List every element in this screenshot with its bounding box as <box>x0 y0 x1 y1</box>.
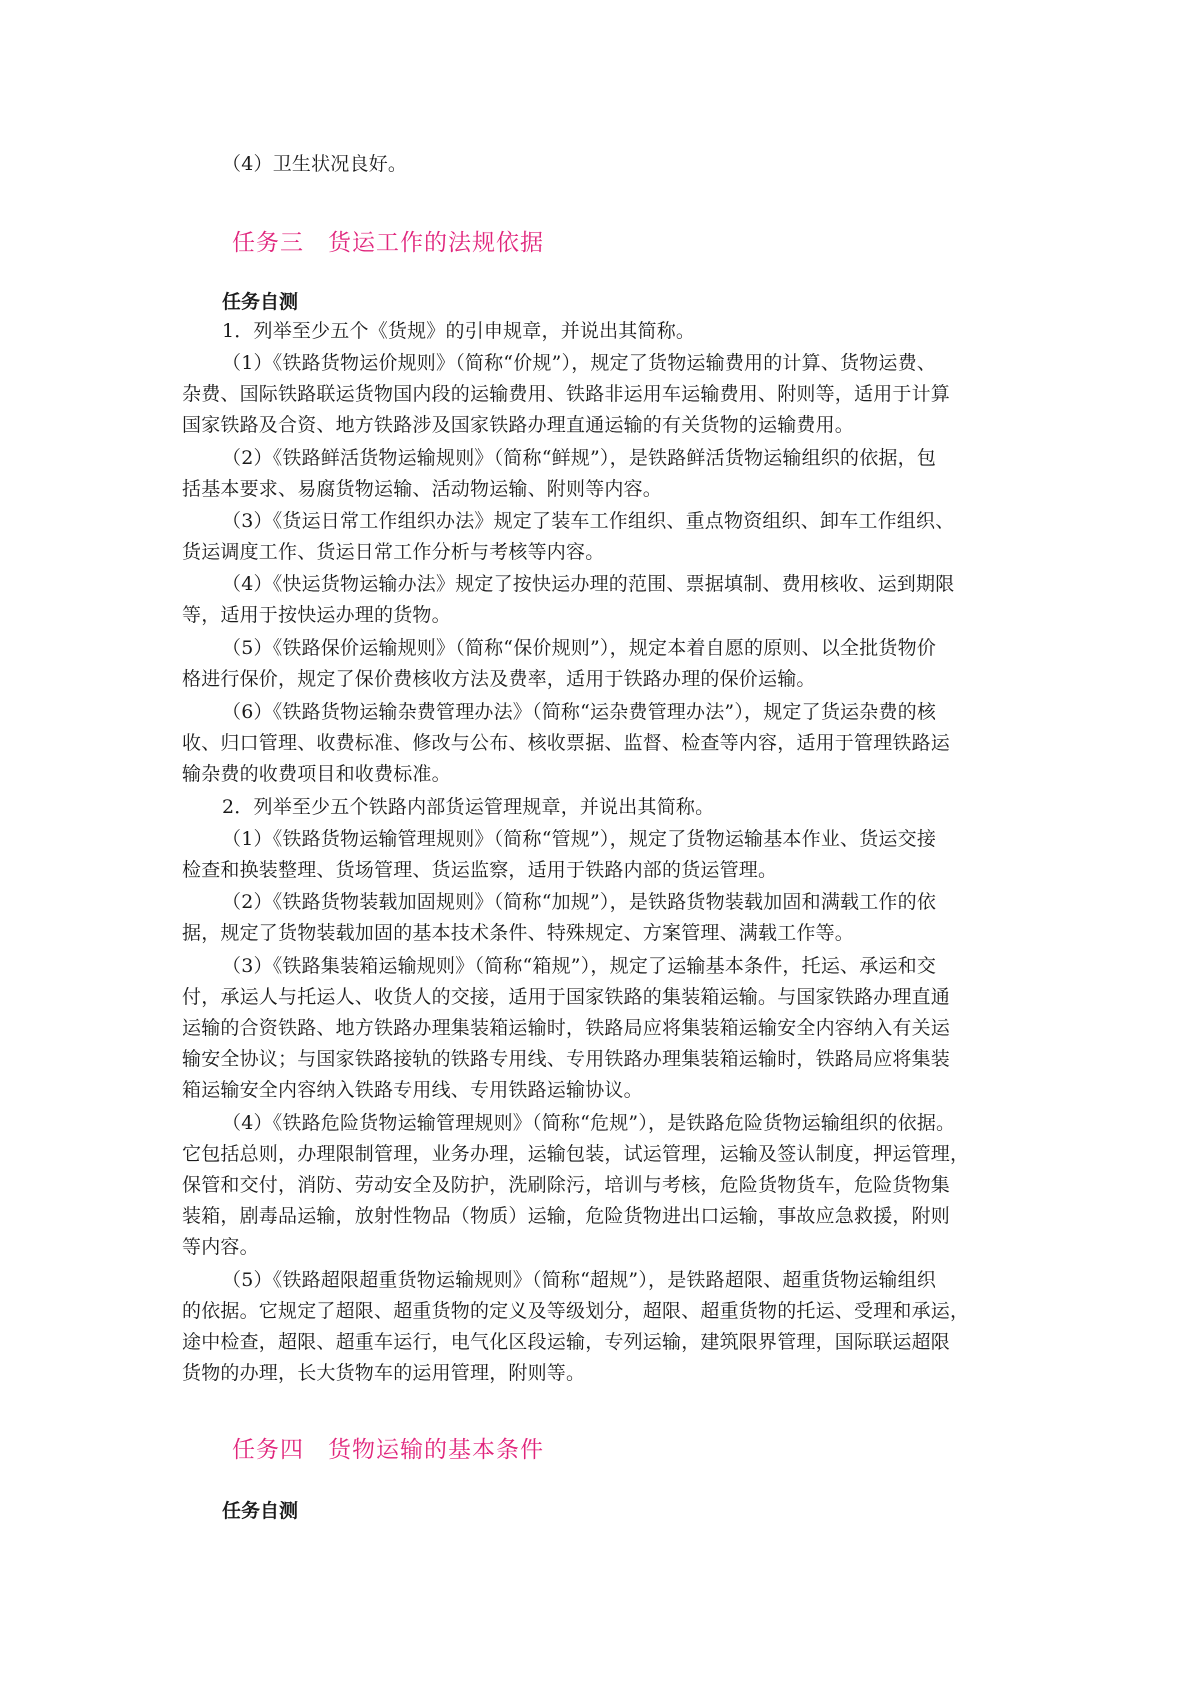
paragraph-line: （2）《铁路鲜活货物运输规则》（简称“鲜规”），是铁路鲜活货物运输组织的依据，包 <box>222 447 937 469</box>
paragraph-line: （2）《铁路货物装载加固规则》（简称“加规”），是铁路货物装载加固和满载工作的依 <box>222 891 937 913</box>
paragraph-line: 格进行保价，规定了保价费核收方法及费率，适用于铁路办理的保价运输。 <box>182 668 816 690</box>
paragraph-line: 括基本要求、易腐货物运输、活动物运输、附则等内容。 <box>182 478 663 500</box>
paragraph-line: （1）《铁路货物运输管理规则》（简称“管规”），规定了货物运输基本作业、货运交接 <box>222 828 937 850</box>
paragraph-line: 据，规定了货物装载加固的基本技术条件、特殊规定、方案管理、满载工作等。 <box>182 922 855 944</box>
paragraph-line: 的依据。它规定了超限、超重货物的定义及等级划分，超限、超重货物的托运、受理和承运， <box>182 1300 970 1322</box>
subheading-self-test: 任务自测 <box>222 291 299 313</box>
paragraph-line: 它包括总则，办理限制管理，业务办理，运输包装，试运管理，运输及签认制度，押运管理， <box>182 1143 970 1165</box>
paragraph-line: （3）《货运日常工作组织办法》规定了装车工作组织、重点物资组织、卸车工作组织、 <box>222 510 955 532</box>
paragraph-line: 途中检查，超限、超重车运行，电气化区段运输，专列运输，建筑限界管理，国际联运超限 <box>182 1331 951 1353</box>
paragraph-line: 运输的合资铁路、地方铁路办理集装箱运输时，铁路局应将集装箱运输安全内容纳入有关运 <box>182 1017 951 1039</box>
subheading-self-test: 任务自测 <box>222 1500 299 1522</box>
paragraph-line: 箱运输安全内容纳入铁路专用线、专用铁路运输协议。 <box>182 1079 643 1101</box>
paragraph-line: 输安全协议；与国家铁路接轨的铁路专用线、专用铁路办理集装箱运输时，铁路局应将集装 <box>182 1048 951 1070</box>
paragraph-line: 收、归口管理、收费标准、修改与公布、核收票据、监督、检查等内容，适用于管理铁路运 <box>182 732 951 754</box>
paragraph-line: （4）《铁路危险货物运输管理规则》（简称“危规”），是铁路危险货物运输组织的依据。 <box>222 1112 956 1134</box>
paragraph-line: （5）《铁路超限超重货物运输规则》（简称“超规”），是铁路超限、超重货物运输组织 <box>222 1269 937 1291</box>
paragraph-line: 装箱，剧毒品运输，放射性物品（物质）运输，危险货物进出口运输，事故应急救援，附则 <box>182 1205 951 1227</box>
paragraph-line: （1）《铁路货物运价规则》（简称“价规”），规定了货物运输费用的计算、货物运费、 <box>222 352 937 374</box>
paragraph-line: 保管和交付，消防、劳动安全及防护，洗刷除污，培训与考核，危险货物货车，危险货物集 <box>182 1174 951 1196</box>
paragraph-line: 检查和换装整理、货场管理、货运监察，适用于铁路内部的货运管理。 <box>182 859 778 881</box>
question-1: 1．列举至少五个《货规》的引申规章，并说出其简称。 <box>222 320 696 342</box>
list-item-hygiene: （4）卫生状况良好。 <box>222 153 408 175</box>
paragraph-line: 杂费、国际铁路联运货物国内段的运输费用、铁路非运用车运输费用、附则等，适用于计算 <box>182 383 951 405</box>
paragraph-line: 等，适用于按快运办理的货物。 <box>182 604 451 626</box>
paragraph-line: 输杂费的收费项目和收费标准。 <box>182 763 451 785</box>
paragraph-line: （6）《铁路货物运输杂费管理办法》（简称“运杂费管理办法”），规定了货运杂费的核 <box>222 701 937 723</box>
paragraph-line: 付，承运人与托运人、收货人的交接，适用于国家铁路的集装箱运输。与国家铁路办理直通 <box>182 986 951 1008</box>
paragraph-line: 货运调度工作、货运日常工作分析与考核等内容。 <box>182 541 605 563</box>
paragraph-line: 国家铁路及合资、地方铁路涉及国家铁路办理直通运输的有关货物的运输费用。 <box>182 414 855 436</box>
paragraph-line: 货物的办理，长大货物车的运用管理，附则等。 <box>182 1362 586 1384</box>
section-heading-task4: 任务四 货物运输的基本条件 <box>232 1437 544 1463</box>
paragraph-line: （3）《铁路集装箱运输规则》（简称“箱规”），规定了运输基本条件，托运、承运和交 <box>222 955 937 977</box>
paragraph-line: （5）《铁路保价运输规则》（简称“保价规则”），规定本着自愿的原则、以全批货物价 <box>222 637 937 659</box>
paragraph-line: （4）《快运货物运输办法》规定了按快运办理的范围、票据填制、费用核收、运到期限 <box>222 573 955 595</box>
paragraph-line: 等内容。 <box>182 1236 259 1258</box>
question-2: 2．列举至少五个铁路内部货运管理规章，并说出其简称。 <box>222 796 715 818</box>
section-heading-task3: 任务三 货运工作的法规依据 <box>232 230 544 256</box>
